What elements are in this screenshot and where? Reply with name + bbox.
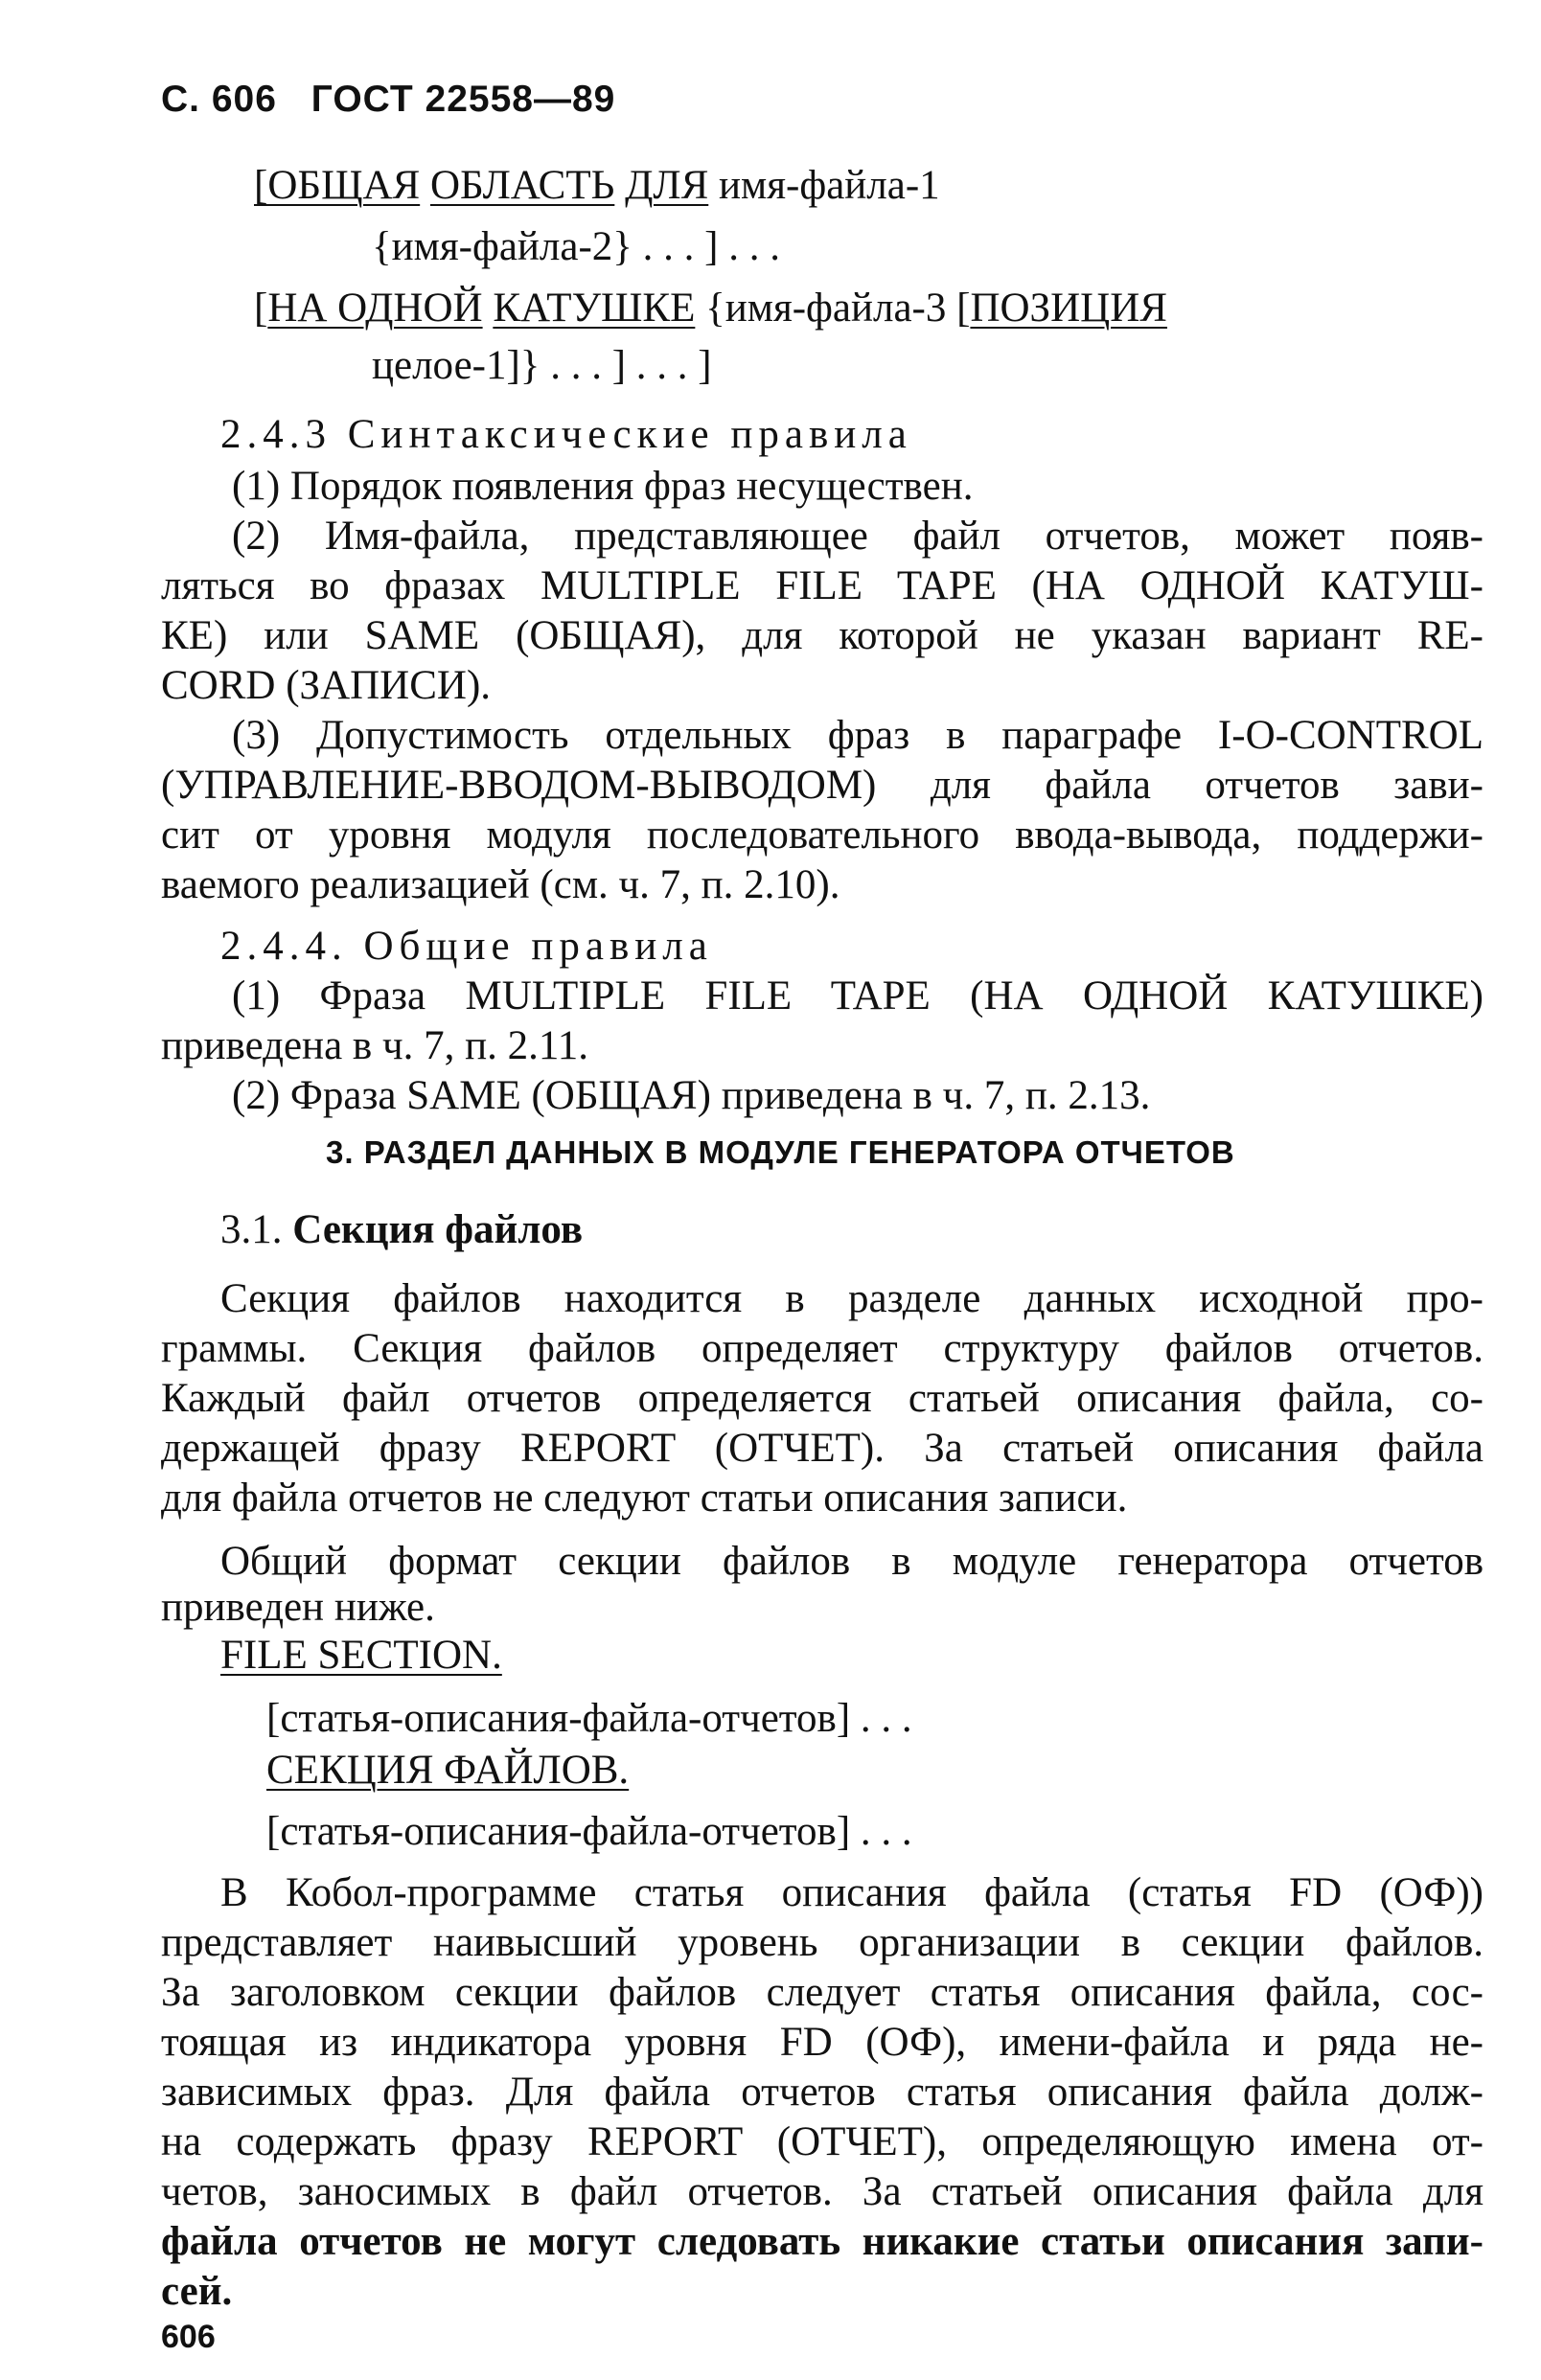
syntax-line-3 <box>254 284 1167 333</box>
paragraph-line: Секция файлов находится в разделе данных исходной про- <box>220 1276 1484 1321</box>
paragraph-line: для файла отчетов не следуют статьи описания записи. <box>161 1476 1128 1521</box>
paragraph-line: представляет наивысший уровень организации в секции файлов. <box>161 1920 1484 1965</box>
rule-line: сит от уровня модуля последовательного ввода-вывода, поддержи- <box>161 812 1484 858</box>
paragraph-line: держащей фразу REPORT (ОТЧЕТ). За статьей описания файла <box>161 1426 1484 1471</box>
paragraph-line: граммы. Секция файлов определяет структуру файлов отчетов. <box>161 1326 1484 1371</box>
rule-line: (1) Порядок появления фраз несуществен. <box>232 464 974 509</box>
syntax-keyword-for: ДЛЯ <box>625 163 709 208</box>
rule-line: (1) Фраза MULTIPLE FILE TAPE (НА ОДНОЙ КАТУШКЕ) <box>232 973 1484 1018</box>
standard-id: ГОСТ 22558—89 <box>310 79 616 120</box>
heading-2-4-4-text: 2.4.4. Общие правила <box>220 924 713 969</box>
syntax-line-1 <box>254 161 940 211</box>
paragraph-line: Каждый файл отчетов определяется статьей описания файла, со- <box>161 1376 1484 1421</box>
syntax-filename-3: {имя-файла-3 [ <box>705 286 971 331</box>
syntax-keyword-common: [ОБЩАЯ <box>254 163 421 208</box>
heading-3-1-number: 3.1. <box>220 1207 283 1252</box>
format-section-ru <box>266 1746 629 1796</box>
paragraph-line: на содержать фразу REPORT (ОТЧЕТ), определяющую имена от- <box>161 2119 1484 2164</box>
paragraph-line: сей. <box>161 2269 233 2314</box>
rule-line: CORD (ЗАПИСИ). <box>161 663 492 708</box>
page-number: 606 <box>161 2319 216 2355</box>
heading-2-4-3 <box>220 410 912 460</box>
heading-3-1 <box>220 1205 583 1255</box>
syntax-line-2: {имя-файла-2} . . . ] . . . <box>372 224 780 269</box>
paragraph-line: четов, заносимых в файл отчетов. За статьей описания файла для <box>161 2169 1484 2214</box>
rule-line: (2) Фраза SAME (ОБЩАЯ) приведена в ч. 7, п. 2.13. <box>232 1073 1151 1118</box>
rule-line: ляться во фразах MULTIPLE FILE TAPE (НА ОДНОЙ КАТУШ- <box>161 563 1484 608</box>
syntax-keyword-position: ПОЗИЦИЯ <box>970 286 1167 331</box>
format-file-section <box>220 1631 502 1681</box>
format-entry-2: [статья-описания-файла-отчетов] . . . <box>266 1809 912 1854</box>
syntax-keyword-area: ОБЛАСТЬ <box>429 163 615 208</box>
rule-line: (3) Допустимость отдельных фраз в параграфе I-O-CONTROL <box>232 713 1484 758</box>
paragraph-line: тоящая из индикатора уровня FD (ОФ), имени-файла и ряда не- <box>161 2020 1484 2065</box>
syntax-line-4: целое-1]} . . . ] . . . ] <box>372 343 712 388</box>
rule-line: (УПРАВЛЕНИЕ-ВВОДОМ-ВЫВОДОМ) для файла отчетов зави- <box>161 763 1484 808</box>
format-file-section-text: FILE SECTION. <box>220 1633 502 1678</box>
heading-2-4-4 <box>220 922 713 972</box>
heading-3-1-title: Секция файлов <box>292 1207 584 1252</box>
format-entry-1: [статья-описания-файла-отчетов] . . . <box>266 1696 912 1741</box>
page-header <box>161 79 638 121</box>
paragraph-line: За заголовком секции файлов следует статья описания файла, сос- <box>161 1970 1484 2015</box>
paragraph-line: зависимых фраз. Для файла отчетов статья описания файла долж- <box>161 2070 1484 2115</box>
page-reference: С. 606 <box>161 79 277 120</box>
paragraph-line: файла отчетов не могут следовать никакие статьи описания запи- <box>161 2219 1484 2264</box>
syntax-filename-1: имя-файла-1 <box>719 163 940 208</box>
paragraph-line: Общий формат секции файлов в модуле генератора отчетов <box>220 1539 1484 1584</box>
syntax-bracket: [ <box>254 286 268 331</box>
rule-line: ваемого реализацией (см. ч. 7, п. 2.10). <box>161 862 840 907</box>
section-3-title: 3. РАЗДЕЛ ДАННЫХ В МОДУЛЕ ГЕНЕРАТОРА ОТЧЕТОВ <box>326 1134 1235 1170</box>
rule-line: (2) Имя-файла, представляющее файл отчетов, может появ- <box>232 514 1484 559</box>
paragraph-line: приведен ниже. <box>161 1585 435 1630</box>
syntax-keyword-on-one: НА ОДНОЙ <box>267 286 483 331</box>
heading-2-4-3-text: 2.4.3 Синтаксические правила <box>220 412 912 457</box>
rule-line: КЕ) или SAME (ОБЩАЯ), для которой не указан вариант RE- <box>161 613 1484 658</box>
paragraph-line: В Кобол-программе статья описания файла (статья FD (ОФ)) <box>220 1870 1484 1915</box>
rule-line: приведена в ч. 7, п. 2.11. <box>161 1023 588 1068</box>
format-section-ru-text: СЕКЦИЯ ФАЙЛОВ. <box>266 1748 630 1793</box>
syntax-keyword-reel: КАТУШКЕ <box>493 286 696 331</box>
